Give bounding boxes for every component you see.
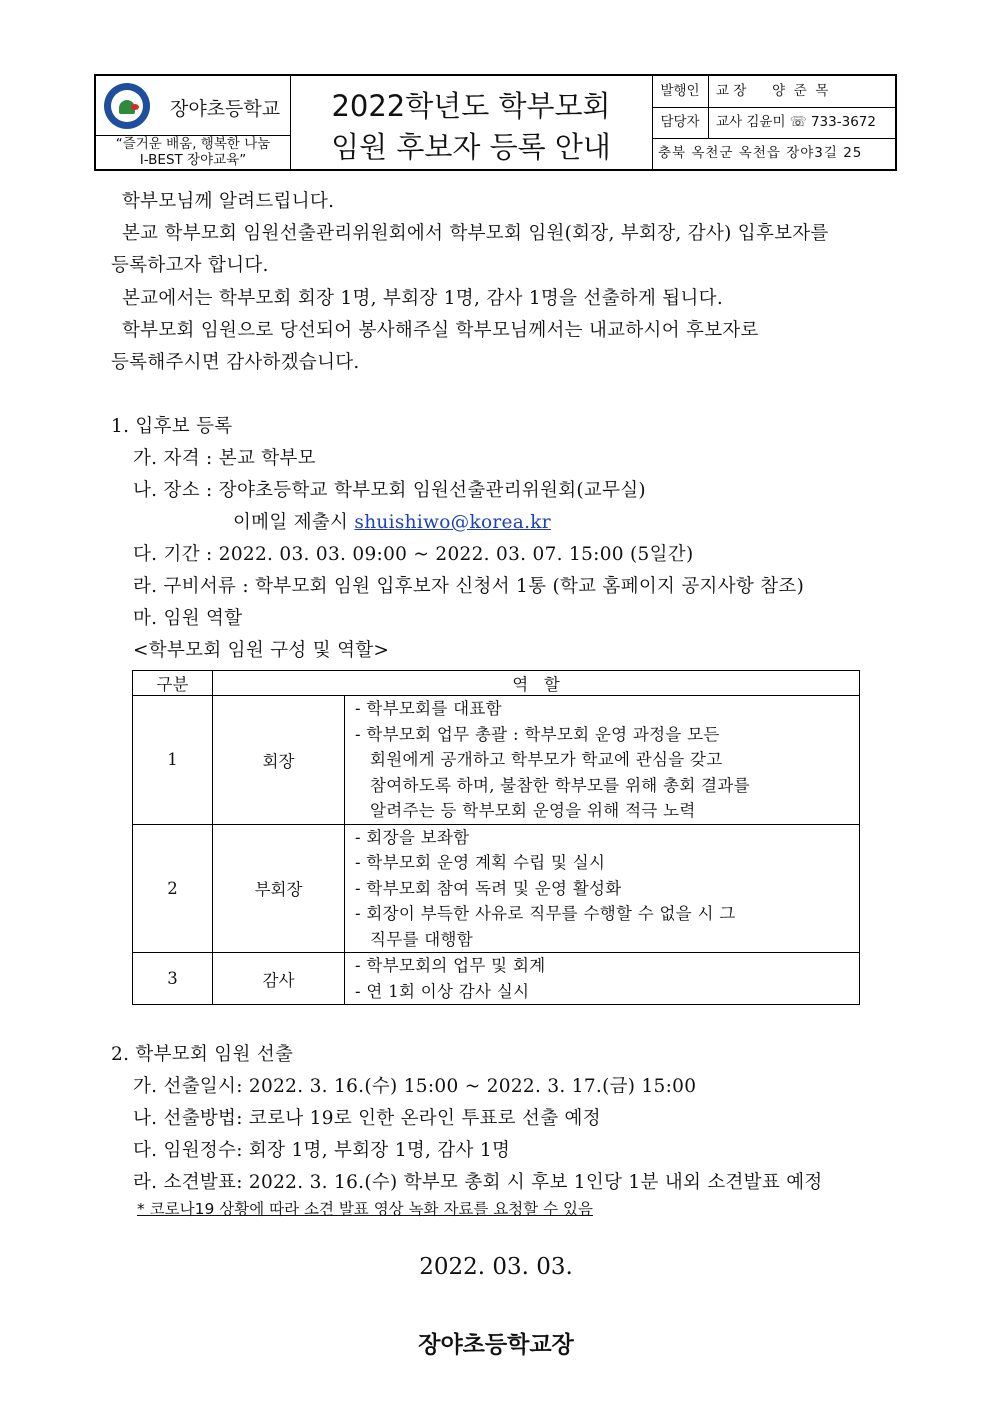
- duty-line: - 학부모회 참여 독려 및 운영 활성화: [355, 878, 622, 898]
- row-number: 3: [133, 953, 213, 1005]
- email-line: [233, 508, 551, 534]
- duty-line: - 회장이 부득한 사유로 직무를 수행할 수 없을 시 그: [355, 904, 736, 923]
- greeting: 학부모님께 알려드립니다.: [122, 191, 335, 212]
- school-address: 충북 옥천군 옥천읍 장야3길 25: [658, 145, 863, 161]
- duty-line: - 학부모회를 대표함: [355, 699, 502, 718]
- row-number: 2: [133, 824, 213, 953]
- document-header: [94, 74, 897, 171]
- row-duties: [345, 824, 860, 953]
- contact-value: 교사 김윤미 ☏ 733-3672: [716, 114, 876, 130]
- logo-inner: [111, 90, 143, 122]
- row-title: 회장: [213, 696, 345, 825]
- intro-p3-line1: 학부모회 임원으로 당선되어 봉사해주실 학부모님께서는 내교하시어 후보자로: [122, 320, 759, 341]
- duty-line: - 학부모회 운영 계획 수립 및 실시: [355, 853, 606, 872]
- contact-label: 담당자: [652, 107, 709, 138]
- row-title: 감사: [213, 953, 345, 1005]
- row-number: 1: [133, 696, 213, 825]
- table-header-row: [133, 671, 860, 696]
- title-line-1: 2022학년도 학부모회: [331, 89, 611, 123]
- intro-p3-line2: 등록해주시면 감사하겠습니다.: [111, 352, 360, 373]
- election-method: 나. 선출방법: 코로나 19로 인한 온라인 투표로 선출 예정: [133, 1108, 601, 1129]
- duty-line: - 연 1회 이상 감사 실시: [355, 981, 530, 1001]
- duty-line: - 학부모회의 업무 및 회계: [355, 956, 546, 975]
- school-name: 장야초등학교: [170, 98, 281, 120]
- motto-line-1: “즐거운 배움, 행복한 나눔: [115, 136, 271, 152]
- election-date: 가. 선출일시: 2022. 3. 16.(수) 15:00 ~ 2022. 3. 17.(금) 15:00: [133, 1076, 697, 1097]
- school-name-cell: [96, 76, 290, 136]
- candidate-speech: 라. 소견발표: 2022. 3. 16.(수) 학부모 총회 시 후보 1인당 1분 내외 소견발표 예정: [133, 1172, 823, 1193]
- period: 다. 기간 : 2022. 03. 03. 09:00 ~ 2022. 03. 07. 15:00 (5일간): [133, 544, 694, 565]
- place: 나. 장소 : 장야초등학교 학부모회 임원선출관리위원회(교무실): [133, 480, 646, 501]
- duty-line: 알려주는 등 학부모회 운영을 위해 적극 노력: [370, 801, 696, 820]
- issue-date: 2022. 03. 03.: [419, 1254, 573, 1280]
- school-info-box: [96, 76, 291, 169]
- title-box: [290, 76, 653, 169]
- title-line-2: 임원 후보자 등록 안내: [331, 130, 611, 164]
- signer: 장야초등학교장: [418, 1331, 574, 1358]
- section1-heading: 1. 입후보 등록: [111, 416, 233, 437]
- documents: 라. 구비서류 : 학부모회 임원 입후보자 신청서 1통 (학교 홈페이지 공지사항 참조): [133, 576, 805, 597]
- intro-p2: 본교에서는 학부모회 회장 1명, 부회장 1명, 감사 1명을 선출하게 됩니다.: [122, 288, 723, 309]
- header-division: 구분: [133, 671, 213, 696]
- publisher-info-box: [652, 76, 895, 169]
- duty-line: - 회장을 보좌함: [355, 827, 470, 847]
- contact-row: [652, 107, 895, 139]
- covid-note: * 코로나19 상황에 따라 소견 발표 영상 녹화 자료를 요청할 수 있음: [137, 1200, 593, 1218]
- logo-emblem: [119, 100, 135, 114]
- intro-p1-line2: 등록하고자 합니다.: [111, 255, 269, 276]
- table-row: [133, 696, 860, 825]
- row-duties: [345, 953, 860, 1005]
- duty-line: - 학부모회 업무 총괄 : 학부모회 운영 과정을 모든: [355, 724, 720, 744]
- logo-dot: [131, 104, 139, 110]
- publisher-value: 교 장 양 준 목: [716, 83, 829, 99]
- table-row: [133, 953, 860, 1005]
- table-row: [133, 824, 860, 953]
- email-prefix: 이메일 제출시: [233, 512, 349, 533]
- row-title: 부회장: [213, 824, 345, 953]
- publisher-label: 발행인: [652, 76, 709, 107]
- email-link[interactable]: shuishiwo@korea.kr: [354, 512, 551, 533]
- school-logo-icon: [104, 83, 150, 129]
- section2-heading: 2. 학부모회 임원 선출: [111, 1044, 294, 1065]
- row-duties: [345, 696, 860, 825]
- duty-line: 직무를 대행함: [370, 929, 473, 949]
- duty-line: 참여하도록 하며, 불참한 학부모를 위해 총회 결과를: [370, 775, 750, 795]
- roles-heading: 마. 임원 역할: [133, 608, 243, 629]
- school-motto: [96, 136, 290, 168]
- intro-p1-line1: 본교 학부모회 임원선출관리위원회에서 학부모회 임원(회장, 부회장, 감사) 입후보자를: [122, 223, 829, 244]
- duty-line: 회원에게 공개하고 학부모가 학교에 관심을 갖고: [370, 750, 723, 769]
- header-role: 역 할: [213, 671, 860, 696]
- motto-line-2: I-BEST 장야교육”: [139, 152, 247, 168]
- qualification: 가. 자격 : 본교 학부모: [133, 448, 316, 469]
- roles-table: [132, 670, 860, 1005]
- officer-quota: 다. 임원정수: 회장 1명, 부회장 1명, 감사 1명: [133, 1140, 511, 1161]
- table-caption: <학부모회 임원 구성 및 역할>: [133, 640, 390, 661]
- publisher-row: [652, 76, 895, 108]
